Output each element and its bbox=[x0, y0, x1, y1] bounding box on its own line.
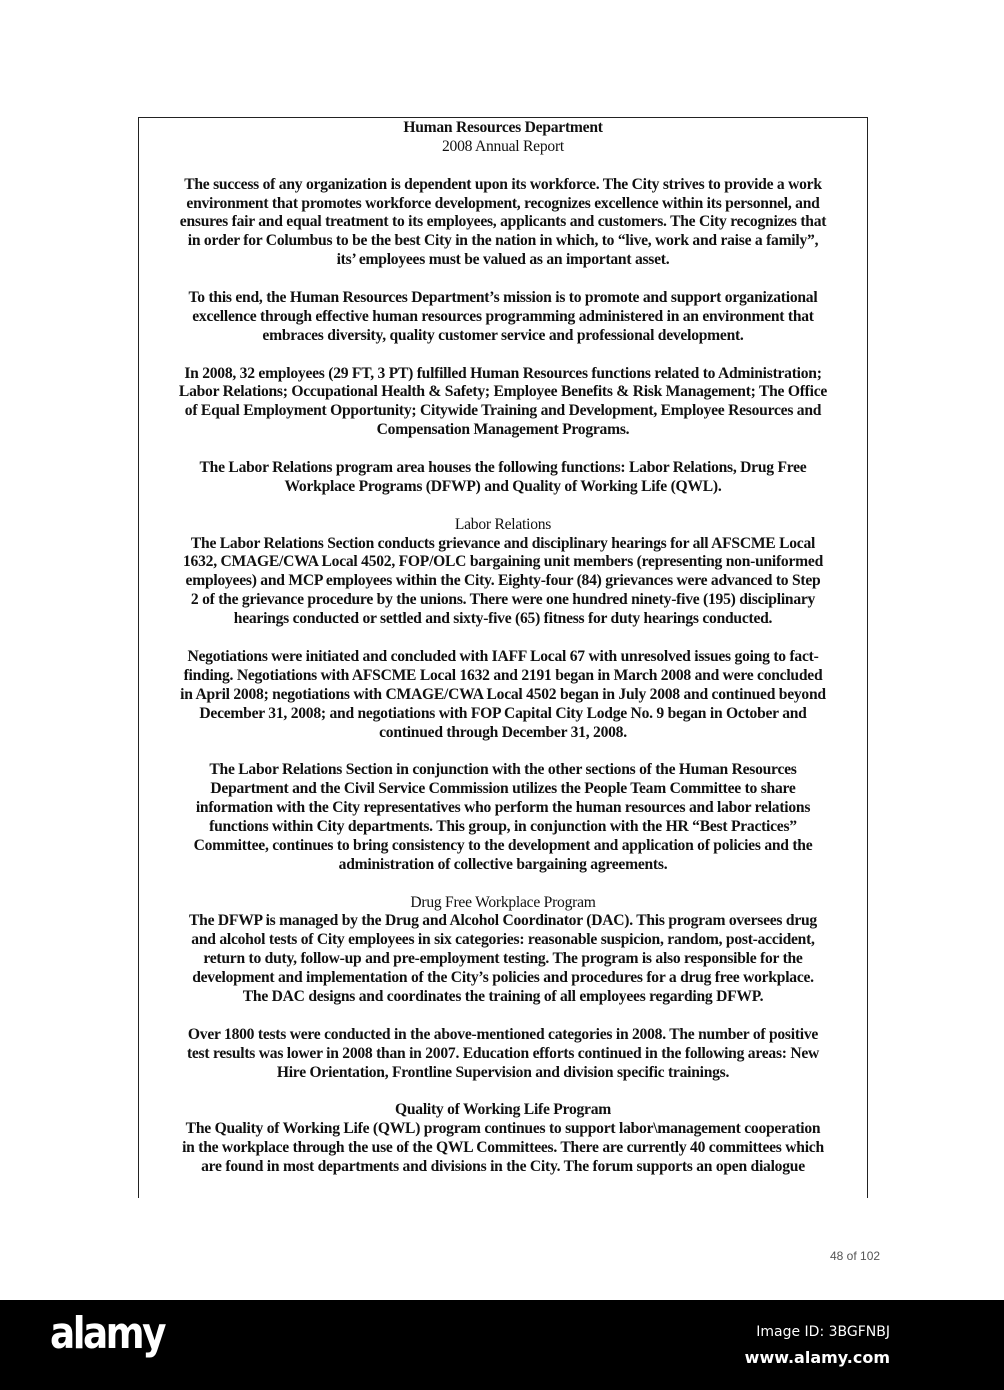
text-line: administration of collective bargaining agreements. bbox=[338, 855, 668, 873]
text-line: and alcohol tests of City employees in six categories: reasonable suspicion, random, post-accident, bbox=[191, 931, 815, 949]
text-line: test results was lower in 2008 than in 2007. Education efforts continued in the following areas: New bbox=[186, 1044, 820, 1062]
text-line: 2 of the grievance procedure by the unions. There were one hundred ninety-five (195) disciplinary bbox=[190, 591, 816, 609]
text-line: The Quality of Working Life (QWL) program continues to support labor\management cooperation bbox=[185, 1120, 821, 1138]
text-line: The Labor Relations Section conducts grievance and disciplinary hearings for all AFSCME Local bbox=[190, 534, 816, 552]
watermark-footer bbox=[0, 1300, 1004, 1390]
text-line: environment that promotes workforce development, recognizes excellence within its personnel, and bbox=[186, 194, 820, 212]
text-line: functions within City departments. This group, in conjunction with the HR “Best Practices” bbox=[209, 817, 797, 835]
text-line: The DAC designs and coordinates the training of all employees regarding DFWP. bbox=[242, 987, 764, 1005]
text-line: in order for Columbus to be the best City in the nation in which, to “live, work and raise a family”, bbox=[187, 232, 819, 250]
text-line: are found in most departments and divisions in the City. The forum supports an open dialogue bbox=[201, 1157, 805, 1175]
text-line: its’ employees must be valued as an important asset. bbox=[336, 251, 670, 269]
text-line: development and implementation of the City’s policies and procedures for a drug free workplace. bbox=[192, 969, 814, 987]
text-line: December 31, 2008; and negotiations with FOP Capital City Lodge No. 9 began in October and bbox=[199, 704, 807, 722]
blank-line bbox=[140, 157, 866, 176]
blank-line bbox=[140, 1007, 866, 1026]
text-line: In 2008, 32 employees (29 FT, 3 PT) fulfilled Human Resources functions related to Administration; bbox=[184, 364, 822, 382]
website-url: www.alamy.com bbox=[744, 1348, 890, 1367]
text-line: of Equal Employment Opportunity; Citywide Training and Development, Employee Resources and bbox=[184, 402, 822, 420]
text-line: Compensation Management Programs. bbox=[376, 421, 630, 439]
text-line: return to duty, follow-up and pre-employment testing. The program is also responsible for the bbox=[203, 950, 803, 968]
text-line: finding. Negotiations with AFSCME Local 1632 and 2191 began in March 2008 and were concluded bbox=[183, 666, 823, 684]
text-line: 2008 Annual Report bbox=[442, 137, 564, 155]
blank-line bbox=[140, 497, 866, 516]
text-line: Committee, continues to bring consistency to the development and application of policies and the bbox=[193, 836, 813, 854]
text-line: embraces diversity, quality customer service and professional development. bbox=[262, 326, 744, 344]
text-line: Quality of Working Life Program bbox=[394, 1101, 612, 1119]
page-number: 48 of 102 bbox=[830, 1249, 881, 1263]
text-line: in the workplace through the use of the QWL Committees. There are currently 40 committees which bbox=[182, 1139, 824, 1157]
text-line: Labor Relations; Occupational Health & Safety; Employee Benefits & Risk Management; The Office bbox=[178, 383, 828, 401]
blank-line bbox=[140, 875, 866, 894]
text-line: excellence through effective human resources programming administered in an environment that bbox=[192, 307, 814, 325]
text-line: The Labor Relations Section in conjunction with the other sections of the Human Resources bbox=[209, 761, 797, 779]
text-line: Labor Relations bbox=[454, 515, 552, 533]
text-line: The success of any organization is dependent upon its workforce. The City strives to provide a work bbox=[184, 175, 822, 193]
blank-line bbox=[140, 742, 866, 761]
image-id: Image ID: 3BGFNBJ bbox=[756, 1324, 890, 1340]
text-line: Workplace Programs (DFWP) and Quality of Working Life (QWL). bbox=[284, 477, 722, 495]
blank-line bbox=[140, 270, 866, 289]
blank-line bbox=[140, 440, 866, 459]
text-line: in April 2008; negotiations with CMAGE/CWA Local 4502 began in July 2008 and continued beyond bbox=[180, 685, 826, 703]
blank-line bbox=[140, 629, 866, 648]
text-line: To this end, the Human Resources Department’s mission is to promote and support organizational bbox=[188, 289, 818, 307]
text-line: Department and the Civil Service Commission utilizes the People Team Committee to share bbox=[210, 780, 796, 798]
text-line: information with the City representatives who perform the human resources and labor relations bbox=[195, 799, 811, 817]
text-line: continued through December 31, 2008. bbox=[379, 723, 627, 741]
text-line: Human Resources Department bbox=[403, 119, 603, 136]
text-line: The DFWP is managed by the Drug and Alcohol Coordinator (DAC). This program oversees drug bbox=[189, 912, 817, 930]
text-line: Negotiations were initiated and concluded with IAFF Local 67 with unresolved issues going to fact- bbox=[187, 647, 819, 665]
text-line: ensures fair and equal treatment to its employees, applicants and customers. The City recognizes that bbox=[179, 213, 827, 231]
text-line: hearings conducted or settled and sixty-five (65) fitness for duty hearings conducted. bbox=[233, 610, 773, 628]
blank-line bbox=[140, 1082, 866, 1101]
document-body bbox=[140, 119, 866, 1177]
text-line: employees) and MCP employees within the City. Eighty-four (84) grievances were advanced to Step bbox=[185, 572, 821, 590]
text-line: Over 1800 tests were conducted in the above-mentioned categories in 2008. The number of positive bbox=[187, 1025, 819, 1043]
blank-line bbox=[140, 346, 866, 365]
text-line: Drug Free Workplace Program bbox=[410, 893, 596, 911]
text-line: Hire Orientation, Frontline Supervision and division specific trainings. bbox=[276, 1063, 730, 1081]
text-line: The Labor Relations program area houses the following functions: Labor Relations, Drug Free bbox=[199, 459, 807, 477]
alamy-logo: alamy bbox=[50, 1308, 164, 1359]
text-line: 1632, CMAGE/CWA Local 4502, FOP/OLC bargaining unit members (representing non-uniformed bbox=[183, 553, 823, 571]
